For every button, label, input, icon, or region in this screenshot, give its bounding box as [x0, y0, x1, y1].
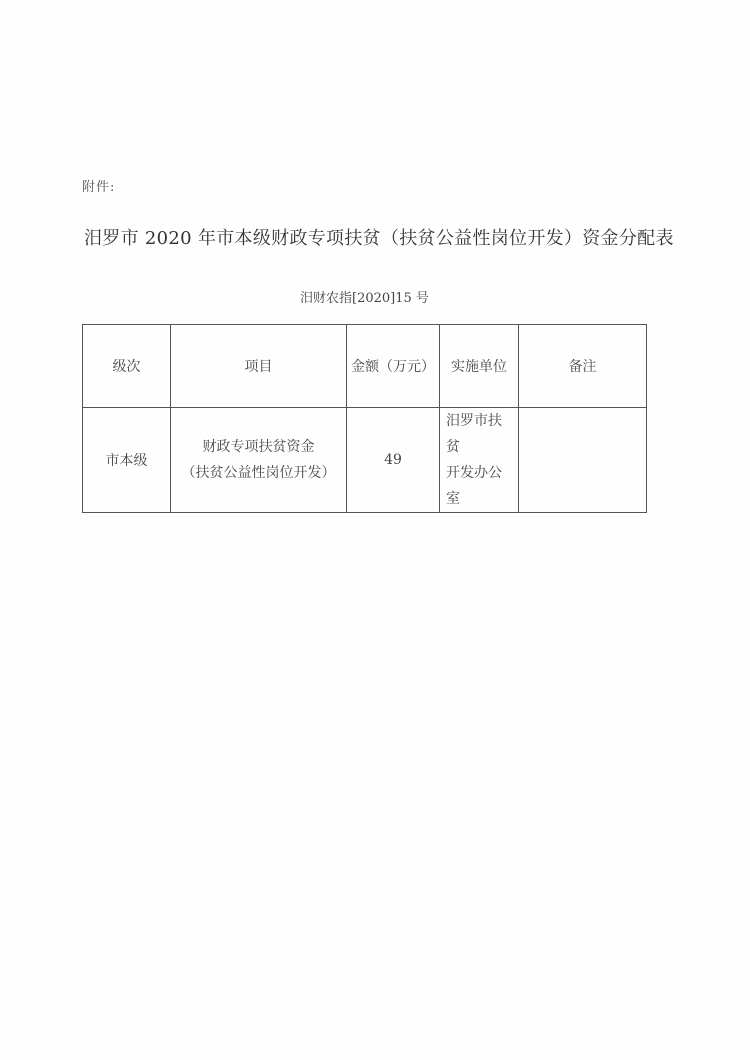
table-header-row: [83, 325, 647, 408]
cell-level: 市本级: [83, 408, 171, 513]
document-title: 汨罗市 2020 年市本级财政专项扶贫（扶贫公益性岗位开发）资金分配表: [84, 228, 674, 249]
attachment-label: 附件:: [82, 180, 116, 195]
cell-project-line1: 财政专项扶贫资金: [202, 439, 315, 455]
cell-unit: [440, 408, 519, 513]
allocation-table: [82, 324, 647, 513]
cell-remark: [519, 408, 647, 513]
header-remark: 备注: [519, 325, 647, 408]
cell-project: [171, 408, 347, 513]
header-project: 项目: [171, 325, 347, 408]
cell-project-line2: （扶贫公益性岗位开发）: [181, 465, 336, 481]
header-unit: 实施单位: [440, 325, 519, 408]
cell-unit-line1: 汨罗市扶贫: [446, 413, 502, 455]
document-number: 汨财农指[2020]15 号: [300, 291, 429, 306]
table-row: [83, 408, 647, 513]
cell-amount: 49: [347, 408, 440, 513]
cell-unit-line2: 开发办公室: [446, 465, 502, 507]
header-level: 级次: [83, 325, 171, 408]
header-amount: 金额（万元）: [347, 325, 440, 408]
